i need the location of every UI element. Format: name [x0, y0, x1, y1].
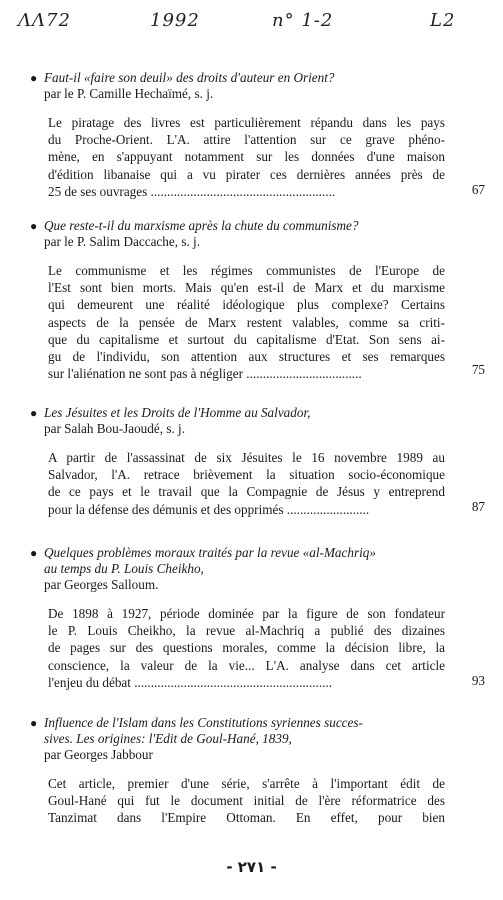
- entry-title-continued: sives. Les origines: l'Edit de Goul-Hané, 1839,: [44, 731, 292, 746]
- summary-line: Cet article, premier d'une série, s'arrête à l'important édit de: [48, 776, 445, 791]
- summary-line: de pages sur des questions morales, comme la décision libre, la: [48, 640, 445, 656]
- bullet-icon: ●: [30, 716, 38, 730]
- summary-line: Le piratage des livres est particulièrement répandu dans les pays: [48, 115, 445, 130]
- entry-title: ● Quelques problèmes moraux traités par la revue «al-Machriq»: [30, 545, 376, 560]
- entry-title: ● Faut-il «faire son deuil» des droits d'auteur en Orient?: [30, 70, 335, 85]
- entry-summary: [30, 449, 445, 518]
- summary-line: gu de l'individu, son attention aux structures et ses remarques: [48, 349, 445, 365]
- summary-line: l'Est sont bien morts. Mais qu'en est-il de Marx et du marxisme: [48, 280, 445, 296]
- entry-title: ● Que reste-t-il du marxisme après la chute du communisme?: [30, 218, 359, 233]
- bullet-icon: ●: [30, 546, 38, 560]
- toc-entry-3: [30, 405, 485, 518]
- summary-line: mène, en s'appuyant notamment sur les données d'une maison: [48, 149, 445, 165]
- summary-line: d'édition libanaise qui a vu pirater ces dernières années près de: [48, 166, 445, 182]
- entry-title: ● Influence de l'Islam dans les Constitutions syriennes succes-: [30, 715, 363, 730]
- entry-author: par Georges Salloum.: [44, 577, 159, 592]
- bullet-icon: ●: [30, 406, 38, 420]
- page-number: 67: [471, 182, 485, 197]
- toc-entry-5: [30, 715, 485, 827]
- summary-line: Salvador, l'A. retrace brièvement la situation socio-économique: [48, 467, 445, 483]
- toc-entry-2: [30, 218, 485, 382]
- summary-line: de ce pays et le travail que la Compagnie de Jésus y entreprend: [48, 484, 445, 500]
- bullet-icon: ●: [30, 71, 38, 85]
- summary-line: qui demeurent une réalité idéologique plus complexe? Certains: [48, 297, 445, 313]
- summary-line: Goul-Hané qui fut le document initial de l'ère réformatrice des: [48, 793, 445, 809]
- handwritten-year: 1992: [150, 10, 200, 31]
- entry-summary: [30, 262, 445, 382]
- entry-author: par le P. Camille Hechaïmé, s. j.: [44, 86, 214, 101]
- handwritten-ref: ΛΛ72: [18, 10, 71, 31]
- summary-line: Tanzimat dans l'Empire Ottoman. En effet, pour bien: [48, 810, 445, 826]
- summary-line: l'enjeu du débat ............................................................: [48, 674, 333, 690]
- summary-line: que du capitalisme et surtout du capitalisme d'Etat. Son sens ai-: [48, 331, 445, 347]
- entry-summary: [30, 775, 445, 827]
- entry-summary: [30, 114, 445, 200]
- entry-author: par Georges Jabbour: [44, 747, 153, 762]
- summary-line: conscience, la valeur de la vie... L'A. analyse dans cet article: [48, 657, 445, 673]
- summary-line: A partir de l'assassinat de six Jésuites le 16 novembre 1989 au: [48, 450, 445, 465]
- summary-line: sur l'aliénation ne sont pas à négliger ...................................: [48, 366, 362, 382]
- page-number: 87: [471, 499, 485, 514]
- summary-line: le P. Louis Cheikho, la revue al-Machriq a publié des dizaines: [48, 623, 445, 639]
- toc-entry-4: [30, 545, 485, 691]
- summary-line: Le communisme et les régimes communistes de l'Europe de: [48, 263, 445, 278]
- entry-author: par Salah Bou-Jaoudé, s. j.: [44, 421, 186, 436]
- bullet-icon: ●: [30, 219, 38, 233]
- summary-line: du Proche-Orient. L'A. attire l'attention sur ce grave phéno-: [48, 132, 445, 148]
- toc-entry-1: [30, 70, 485, 200]
- summary-line: pour la défense des démunis et des opprimés .........................: [48, 501, 370, 517]
- summary-line: 25 de ses ouvrages ........................................................: [48, 183, 336, 199]
- footer-page-number: - ٢٧١ -: [226, 858, 277, 876]
- entry-title: ● Les Jésuites et les Droits de l'Homme au Salvador,: [30, 405, 311, 420]
- entry-author: par le P. Salim Daccache, s. j.: [44, 234, 201, 249]
- handwritten-mark: L2: [430, 10, 456, 31]
- summary-line: De 1898 à 1927, période dominée par la figure de son fondateur: [48, 606, 445, 621]
- page-number: 75: [471, 362, 485, 377]
- entry-summary: [30, 605, 445, 691]
- entry-title-continued: au temps du P. Louis Cheikho,: [44, 561, 204, 576]
- page-number: 93: [471, 673, 485, 688]
- handwritten-issue: n° 1-2: [272, 10, 334, 31]
- summary-line: aspects de la pensée de Marx restent valables, comme sa criti-: [48, 314, 445, 330]
